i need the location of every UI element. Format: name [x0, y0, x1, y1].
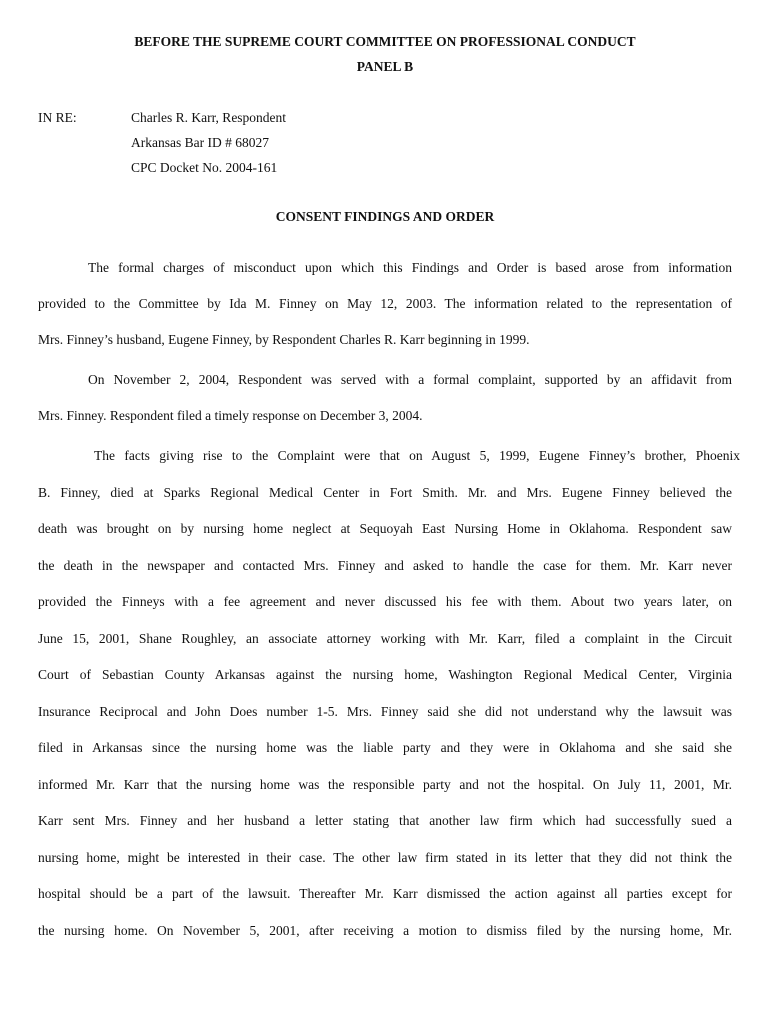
- body-line: Karr sent Mrs. Finney and her husband a letter stating that another law firm which had successfully sued a: [38, 813, 732, 828]
- body-line: Insurance Reciprocal and John Does number 1-5. Mrs. Finney said she did not understand why the lawsuit was: [38, 704, 732, 719]
- body-line: Mrs. Finney’s husband, Eugene Finney, by Respondent Charles R. Karr beginning in 1999.: [38, 332, 530, 347]
- body-line: provided to the Committee by Ida M. Finney on May 12, 2003. The information related to the representation of: [38, 296, 732, 311]
- body-line: filed in Arkansas since the nursing home was the liable party and they were in Oklahoma and she said she: [38, 740, 732, 755]
- body-line: provided the Finneys with a fee agreement and never discussed his fee with them. About two years later, on: [38, 594, 732, 609]
- court-heading: BEFORE THE SUPREME COURT COMMITTEE ON PROFESSIONAL CONDUCT: [134, 34, 636, 49]
- docket-number: CPC Docket No. 2004-161: [131, 160, 278, 175]
- body-line: Court of Sebastian County Arkansas against the nursing home, Washington Regional Medical Center, Virginia: [38, 667, 732, 682]
- document-title: CONSENT FINDINGS AND ORDER: [275, 209, 495, 224]
- body-line: Mrs. Finney. Respondent filed a timely response on December 3, 2004.: [38, 408, 423, 423]
- body-line: On November 2, 2004, Respondent was served with a formal complaint, supported by an affidavit from: [88, 372, 732, 387]
- in-re-label: IN RE:: [38, 110, 77, 125]
- body-line: hospital should be a part of the lawsuit. Thereafter Mr. Karr dismissed the action against all parties except for: [38, 886, 732, 901]
- body-line: The facts giving rise to the Complaint were that on August 5, 1999, Eugene Finney’s brother, Phoenix: [94, 448, 740, 463]
- body-line: informed Mr. Karr that the nursing home was the responsible party and not the hospital. On July 11, 2001, Mr.: [38, 777, 732, 792]
- respondent-name: Charles R. Karr, Respondent: [131, 110, 287, 125]
- panel-heading: PANEL B: [356, 59, 414, 74]
- body-line: the nursing home. On November 5, 2001, after receiving a motion to dismiss filed by the nursing home, Mr.: [38, 923, 732, 938]
- body-line: The formal charges of misconduct upon which this Findings and Order is based arose from information: [88, 260, 732, 275]
- body-line: nursing home, might be interested in their case. The other law firm stated in its letter that they did not think the: [38, 850, 732, 865]
- body-line: the death in the newspaper and contacted Mrs. Finney and asked to handle the case for them. Mr. Karr never: [38, 558, 732, 573]
- body-line: June 15, 2001, Shane Roughley, an associate attorney working with Mr. Karr, filed a complaint in the Circuit: [38, 631, 732, 646]
- body-line: death was brought on by nursing home neglect at Sequoyah East Nursing Home in Oklahoma. Respondent saw: [38, 521, 732, 536]
- body-line: B. Finney, died at Sparks Regional Medical Center in Fort Smith. Mr. and Mrs. Eugene Finney believed the: [38, 485, 732, 500]
- bar-id: Arkansas Bar ID # 68027: [131, 135, 269, 150]
